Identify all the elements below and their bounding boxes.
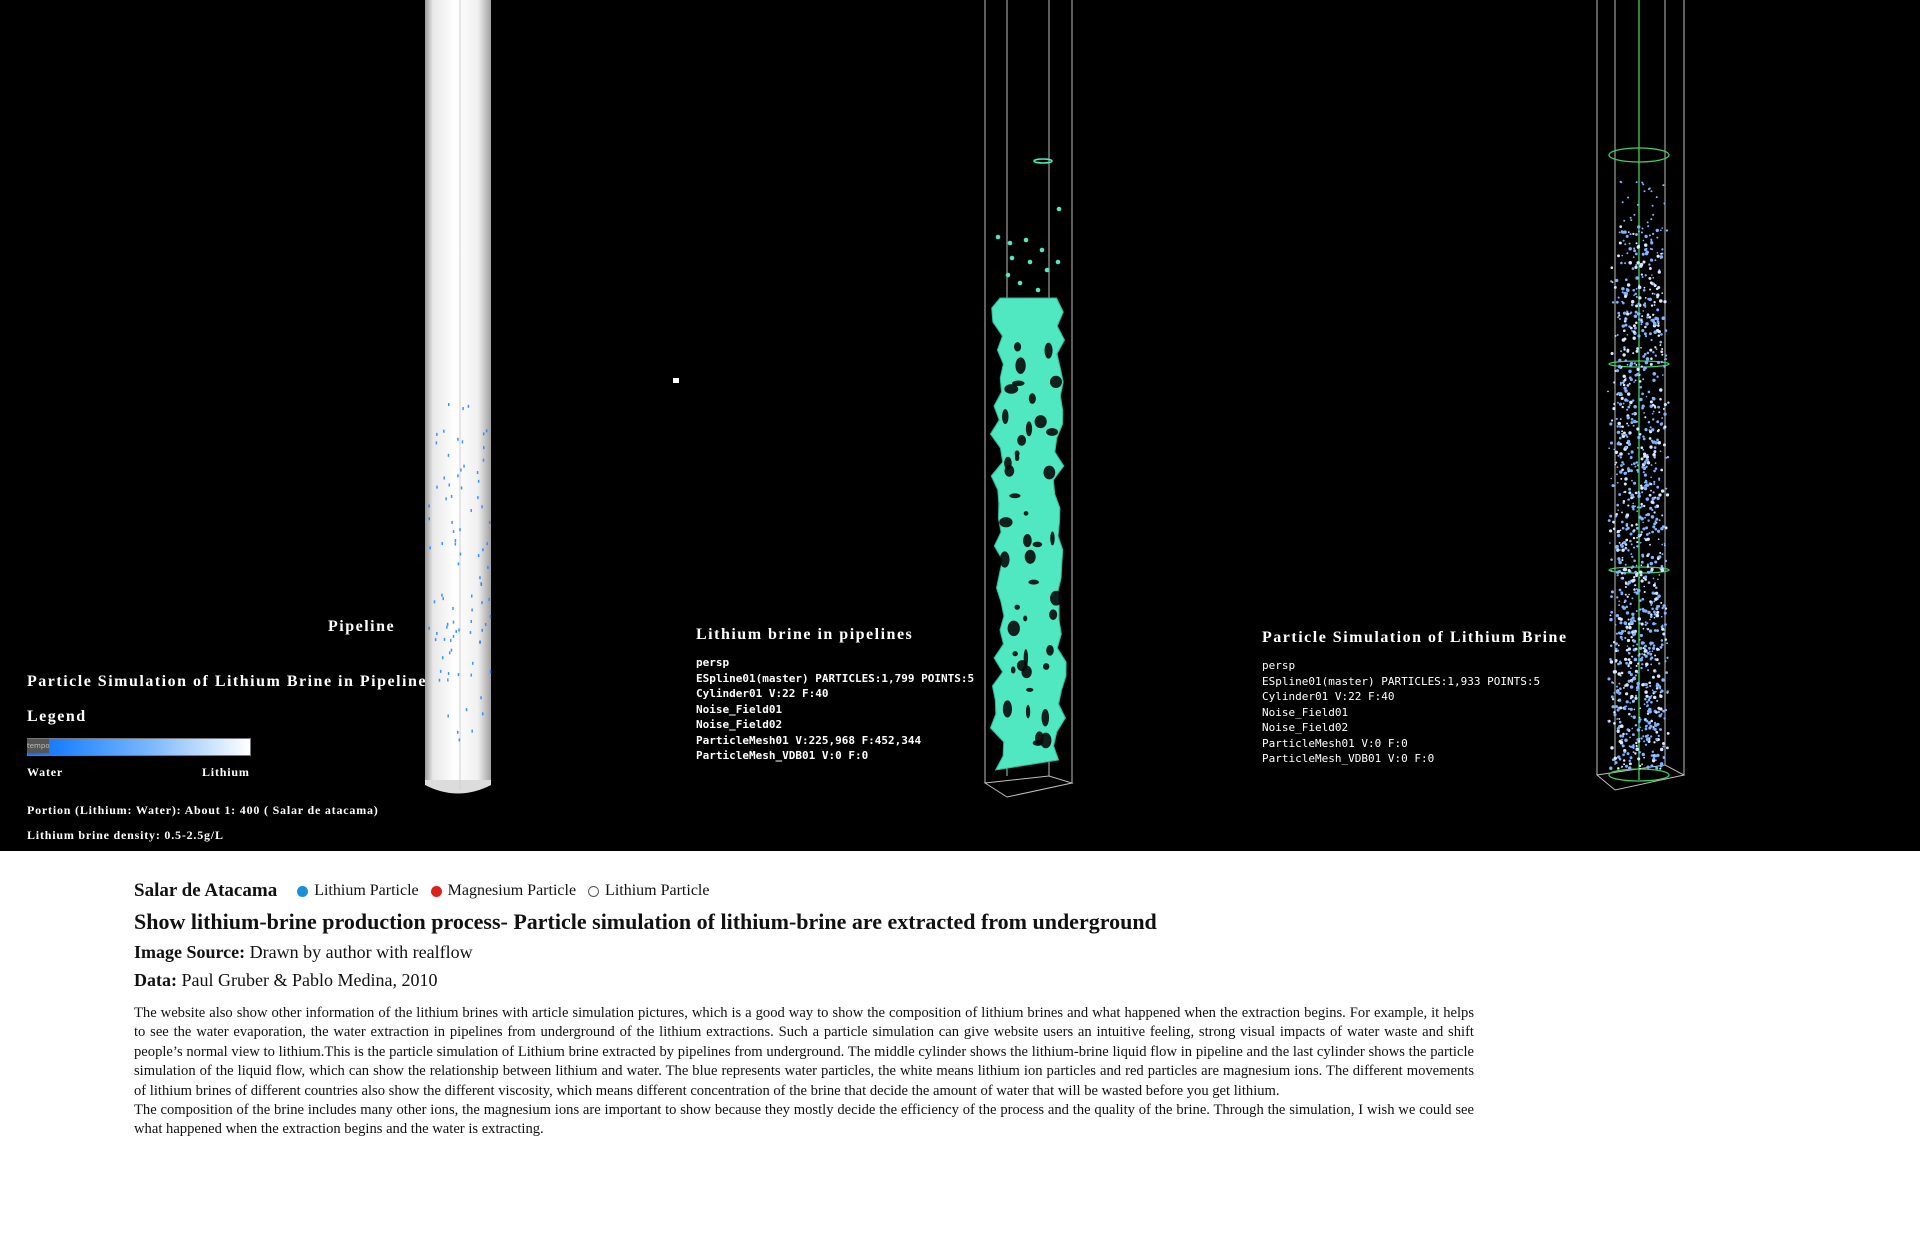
stats-line: ParticleMesh_VDB01 V:0 F:0 [696,749,869,762]
legend-min-label: Water [27,765,63,779]
stats-line: ParticleMesh01 V:225,968 F:452,344 [696,733,922,747]
legend-max-label: Lithium [202,765,250,779]
stats-line: ESpline01(master) PARTICLES:1,933 POINTS:5 [1262,674,1541,688]
density-text: Lithium brine density: 0.5-2.5g/L [27,828,224,842]
stats-line: Noise_Field02 [696,718,783,731]
lithium-particle-dot-icon [297,886,308,897]
legend-item-label: Lithium Particle [314,882,419,899]
stats-line: Cylinder01 V:22 F:40 [1262,690,1395,703]
description-paragraph-2: The composition of the brine includes many other ions, the magnesium ions are important to show because they mostly decide the efficiency of the process and the quality of the brine. Through the simulation, I wish we could see what happened when the extraction begins and the water is extracting. [134,1102,1474,1138]
legend-gradient-tag: tempo [27,739,49,753]
fluid-mesh-cylinder [985,0,1072,797]
portion-text: Portion (Lithium: Water): About 1: 400 ( Salar de atacama) [27,803,379,817]
stats-line: ParticleMesh_VDB01 V:0 F:0 [1262,752,1435,765]
legend-item [588,882,709,900]
legend-heading: Legend [27,708,87,725]
middle-sim-title: Lithium brine in pipelines [696,626,914,643]
data-source-label: Data: [134,970,177,990]
pipeline-label: Pipeline [328,618,396,635]
fluid-drops [996,207,1062,293]
stats-line: ParticleMesh01 V:0 F:0 [1262,736,1408,750]
data-source-value: Paul Gruber & Pablo Medina, 2010 [177,970,438,990]
pipeline-cylinder [425,0,491,794]
stats-line: Noise_Field01 [696,702,783,716]
origin-marker [673,378,679,383]
right-sim-stats [1262,658,1540,767]
caption-block [134,878,1474,1140]
image-source [134,942,1474,963]
particle-legend [134,878,1474,904]
magnesium-particle-dot-icon [431,886,442,897]
pipeline-sim-title: Particle Simulation of Lithium Brine in Pipeline [27,673,427,690]
legend-item [297,882,418,900]
legend-gradient-bar [27,738,251,756]
legend-item-label: Lithium Particle [605,882,710,899]
right-sim-title: Particle Simulation of Lithium Brine [1262,629,1568,646]
description-paragraph-1: The website also show other information of the lithium brines with article simulation pictures, which is a good way to show the composition of lithium brines and what happened when the extraction begins. For example, it helps to see the water evaporation, the water extraction in pipelines from underground of the lithium extractions. Such a particle simulation can give website users an intuitive feeling, strong visual impacts of water waste and shift people’s normal view to lithium.This is the particle simulation of Lithium brine extracted by pipelines from underground. The middle cylinder shows the lithium-brine liquid flow in pipeline and the last cylinder shows the particle simulation of the liquid flow, which can show the relationship between lithium and water. The blue represents water particles, the white means lithium ion particles and red particles are magnesium ions. The different movements of lithium brines of different countries also show the different viscosity, which means different concentration of the brine that decide the amount of water that will be wasted before you get lithium. [134,1005,1474,1099]
stats-line: Cylinder01 V:22 F:40 [696,687,829,700]
stats-line: ESpline01(master) PARTICLES:1,799 POINTS:5 [696,671,975,685]
image-source-value: Drawn by author with realflow [245,942,473,962]
legend-item [431,882,576,900]
data-source [134,970,1474,991]
particle-cylinder [1597,0,1684,790]
lithium-ion-outline-dot-icon [588,886,599,897]
legend-item-label: Magnesium Particle [447,882,577,899]
stats-line: persp [696,656,730,669]
stats-line: persp [1262,659,1296,672]
stats-line: Noise_Field01 [1262,705,1349,719]
stats-line: Noise_Field02 [1262,721,1349,734]
site-name: Salar de Atacama [134,880,278,901]
image-source-label: Image Source: [134,942,246,962]
headline: Show lithium-brine production process- Particle simulation of lithium-brine are extracted from underground [134,909,1157,934]
middle-sim-stats [696,655,974,764]
